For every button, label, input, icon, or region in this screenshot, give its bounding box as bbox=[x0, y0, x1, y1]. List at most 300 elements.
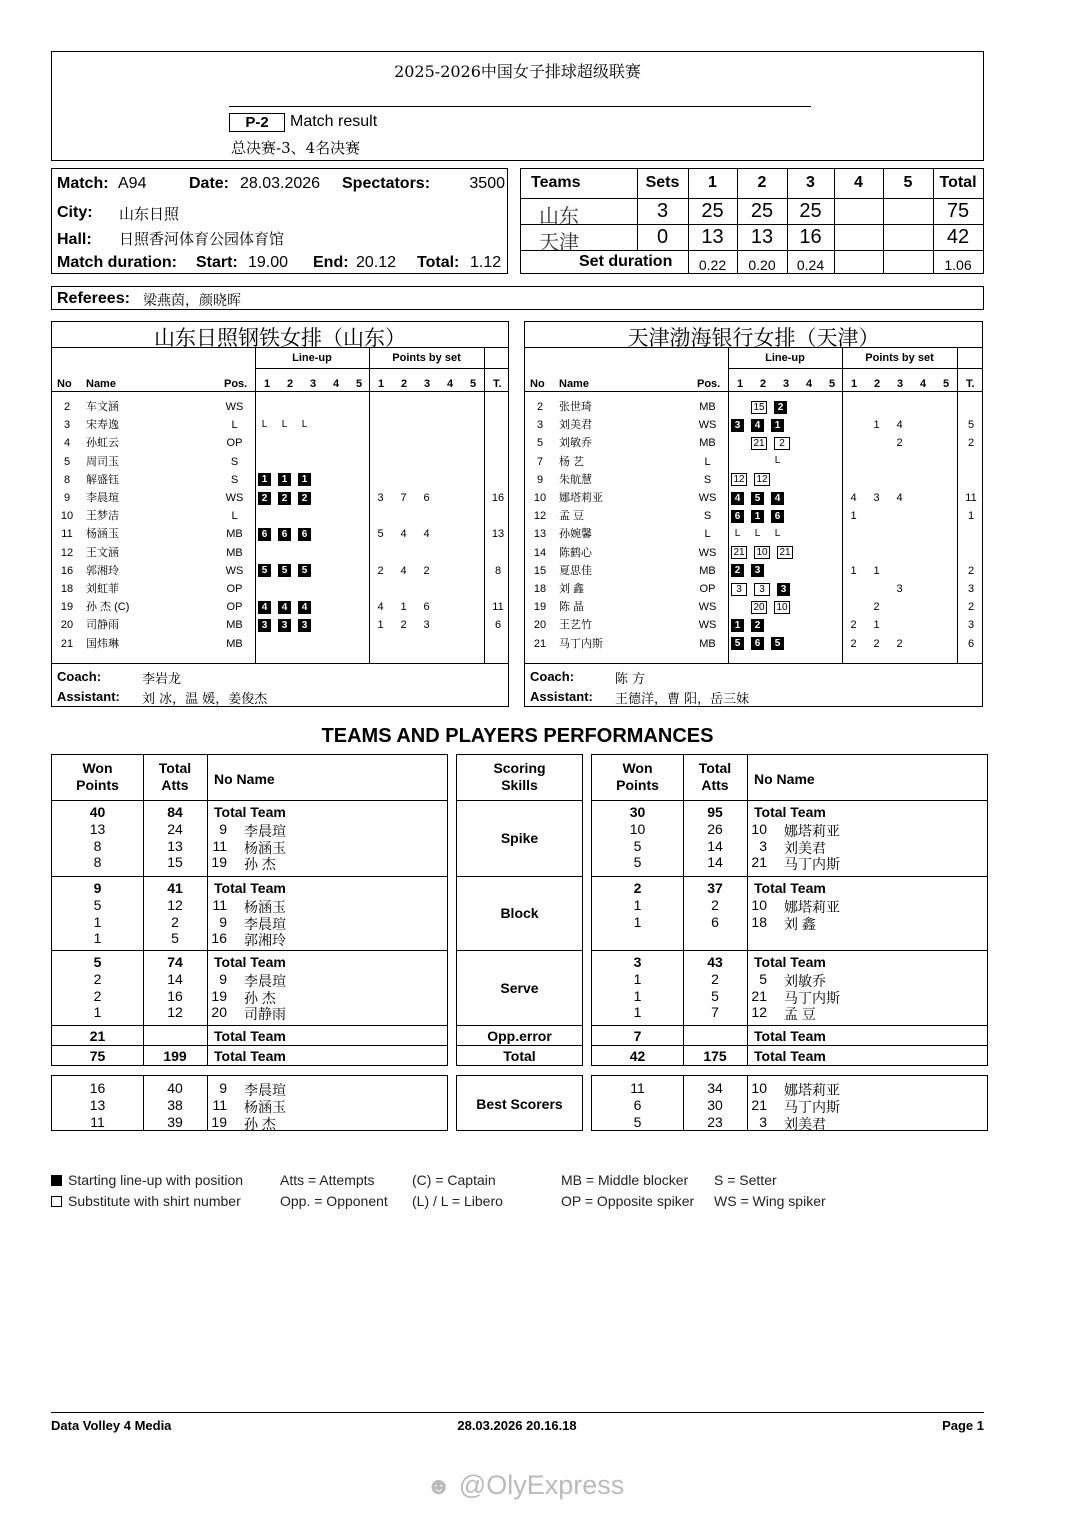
set-points bbox=[868, 453, 885, 471]
player-name: 刘虹菲 bbox=[86, 583, 119, 595]
player-number: 5 bbox=[63, 455, 71, 468]
starting-position: 4 bbox=[278, 601, 291, 614]
watermark bbox=[426, 1470, 624, 1501]
total-atts: 43 bbox=[707, 954, 723, 970]
starting-position: 5 bbox=[731, 637, 744, 650]
team-name: 山东日照钢铁女排（山东） bbox=[154, 326, 406, 350]
score-cell: 13 bbox=[750, 226, 774, 248]
player-name: 司静雨 bbox=[244, 1006, 286, 1023]
starting-position: 3 bbox=[258, 619, 271, 632]
roster-rule bbox=[525, 391, 982, 392]
substitute-number: 20 bbox=[751, 601, 767, 614]
spectators-count: 3500 bbox=[469, 175, 505, 192]
won-points: 21 bbox=[89, 1028, 106, 1044]
set-points bbox=[418, 544, 435, 562]
skill-name: Opp.error bbox=[487, 1028, 552, 1044]
player-position: MB bbox=[226, 637, 243, 650]
player-total: 1 bbox=[967, 510, 975, 523]
player-total: 5 bbox=[967, 419, 975, 432]
player-total: 2 bbox=[967, 437, 975, 450]
points-set-header: 4 bbox=[920, 378, 927, 390]
player-name: 杨涵玉 bbox=[244, 839, 286, 856]
player-name: 娜塔莉亚 bbox=[784, 1082, 840, 1098]
player-name: 国炜琳 bbox=[86, 637, 119, 650]
lineup-cells bbox=[731, 471, 777, 489]
referees-box bbox=[51, 286, 984, 310]
starting-position: 1 bbox=[751, 510, 764, 523]
substitute-number: 12 bbox=[731, 473, 747, 486]
perf-header-a bbox=[51, 754, 448, 801]
starting-position: 4 bbox=[731, 492, 744, 505]
total-atts: 26 bbox=[707, 820, 723, 837]
legend-text: Opp. = Opponent bbox=[280, 1193, 388, 1209]
won-points: 40 bbox=[89, 804, 106, 820]
player-number: 10 bbox=[751, 820, 767, 837]
set-points: 2 bbox=[873, 601, 880, 614]
roster-rule bbox=[52, 391, 508, 392]
starting-position: 5 bbox=[278, 564, 291, 577]
set-points bbox=[418, 453, 435, 471]
total-atts: 12 bbox=[167, 1004, 183, 1021]
assistant-names: 王德洋，曹 阳，岳三妹 bbox=[615, 692, 750, 707]
player-position: OP bbox=[226, 437, 243, 450]
won-points: 5 bbox=[93, 954, 102, 970]
substitute-number: 2 bbox=[774, 437, 790, 450]
won-points: 42 bbox=[629, 1048, 646, 1064]
legend-item bbox=[412, 1193, 503, 1209]
legend-text: (L) / L = Libero bbox=[412, 1193, 503, 1209]
match-label: Match: bbox=[57, 175, 109, 192]
set-points: 4 bbox=[400, 564, 407, 577]
set-points: 4 bbox=[896, 492, 903, 504]
player-name: 刘美君 bbox=[784, 839, 826, 856]
legend-item bbox=[51, 1172, 243, 1188]
libero-mark: L bbox=[774, 527, 781, 539]
substitute-number: 21 bbox=[777, 546, 793, 559]
roster-vline bbox=[728, 347, 729, 663]
player-number: 9 bbox=[219, 913, 227, 930]
starting-position: 4 bbox=[298, 601, 311, 614]
set-points bbox=[395, 416, 412, 434]
player-number: 9 bbox=[219, 970, 227, 987]
set-points: 1 bbox=[377, 619, 384, 632]
player-name: 陈 晶 bbox=[559, 601, 585, 614]
total-atts: 24 bbox=[167, 820, 183, 837]
player-position: L bbox=[231, 419, 238, 432]
total-atts: 5 bbox=[171, 930, 179, 947]
starting-position: 4 bbox=[771, 492, 784, 505]
player-position: OP bbox=[699, 583, 716, 595]
points-set-header: 3 bbox=[424, 378, 431, 390]
skill-name: Total bbox=[503, 1048, 536, 1064]
player-total: 3 bbox=[967, 583, 975, 595]
player-number: 9 bbox=[536, 473, 544, 486]
player-name: 孟 豆 bbox=[784, 1006, 816, 1023]
libero-mark: L bbox=[261, 418, 268, 430]
won-points: 5 bbox=[93, 896, 102, 913]
won-points: 1 bbox=[633, 896, 642, 913]
total-atts: 6 bbox=[711, 913, 719, 930]
player-name: 解盛钰 bbox=[86, 473, 119, 486]
total-atts: 30 bbox=[707, 1096, 723, 1113]
grand-total-b bbox=[591, 1045, 988, 1066]
player-total bbox=[959, 544, 983, 562]
lineup-set-header: 5 bbox=[829, 378, 836, 390]
set-points: 2 bbox=[896, 437, 903, 450]
total-atts: 5 bbox=[711, 987, 719, 1004]
set-points: 1 bbox=[850, 510, 857, 523]
player-number: 2 bbox=[63, 401, 71, 413]
won-points: 11 bbox=[90, 1113, 105, 1130]
player-name: 娜塔莉亚 bbox=[559, 492, 603, 504]
score-header: Teams bbox=[531, 174, 581, 191]
substitute-number: 15 bbox=[751, 401, 767, 414]
lineup-cells bbox=[258, 471, 318, 489]
player-name: 司静雨 bbox=[86, 619, 119, 632]
roster-vline bbox=[484, 347, 485, 663]
player-name: 刘美君 bbox=[784, 1115, 826, 1132]
total-atts: 7 bbox=[711, 1004, 719, 1021]
lineup-cells bbox=[731, 562, 771, 580]
substitute-number: 10 bbox=[754, 546, 770, 559]
perf-vline bbox=[143, 1026, 144, 1046]
score-box bbox=[520, 168, 984, 274]
total-atts: 34 bbox=[707, 1080, 723, 1096]
player-number: 10 bbox=[60, 510, 74, 523]
total-atts: 2 bbox=[171, 913, 179, 930]
player-position: S bbox=[703, 473, 712, 486]
player-position: WS bbox=[698, 601, 717, 614]
best-scorers-skill bbox=[456, 1075, 583, 1131]
perf-header-b bbox=[591, 754, 988, 801]
total-team-label: Total Team bbox=[214, 804, 286, 820]
no-header: No bbox=[57, 378, 72, 390]
score-cell: 16 bbox=[799, 226, 822, 248]
lineup-set-header: 4 bbox=[806, 378, 813, 390]
footer-page: Page 1 bbox=[942, 1418, 984, 1433]
player-position: S bbox=[230, 455, 239, 468]
start-time: 19.00 bbox=[248, 254, 289, 271]
doc-code: P-2 bbox=[229, 113, 285, 132]
lineup-header: Line-up bbox=[765, 352, 805, 364]
libero-mark: L bbox=[734, 527, 741, 539]
set-points: 2 bbox=[850, 637, 857, 650]
perf-serve-a bbox=[51, 950, 448, 1026]
player-number: 19 bbox=[211, 854, 227, 871]
set-duration: 0.20 bbox=[748, 257, 776, 273]
player-number: 3 bbox=[759, 837, 767, 854]
weibo-icon: ☻ bbox=[426, 1473, 452, 1500]
set-points: 2 bbox=[850, 619, 857, 632]
won-points: 1 bbox=[633, 913, 642, 930]
starter-square-icon bbox=[51, 1175, 62, 1186]
set-points bbox=[418, 416, 435, 434]
starting-position: 3 bbox=[751, 564, 764, 577]
starting-position: 3 bbox=[777, 583, 790, 596]
player-total bbox=[486, 416, 510, 434]
set-duration: 0.22 bbox=[698, 257, 727, 273]
roster-vline bbox=[369, 347, 370, 663]
player-name: 孙 杰 (C) bbox=[86, 601, 130, 614]
starting-position: 2 bbox=[751, 619, 764, 632]
substitute-number: 21 bbox=[731, 546, 747, 559]
perf-vline bbox=[747, 1026, 748, 1046]
lineup-cells bbox=[258, 562, 318, 580]
player-position: MB bbox=[226, 546, 243, 559]
lineup-cells bbox=[258, 525, 318, 543]
player-position: WS bbox=[698, 419, 717, 432]
lineup-empty bbox=[731, 401, 744, 414]
substitute-number: 10 bbox=[774, 601, 790, 614]
total-atts: 84 bbox=[167, 804, 183, 820]
legend-text: S = Setter bbox=[714, 1172, 777, 1188]
lineup-cells bbox=[731, 580, 797, 598]
score-cell: 25 bbox=[750, 200, 774, 222]
lineup-empty bbox=[751, 455, 764, 468]
roster-vline bbox=[957, 347, 958, 663]
doc-name: Match result bbox=[290, 113, 378, 130]
player-total: 11 bbox=[492, 601, 504, 614]
total-team-label: Total Team bbox=[754, 1028, 826, 1044]
player-total bbox=[486, 471, 510, 489]
player-name: 张世琦 bbox=[559, 401, 592, 413]
no-header: No bbox=[530, 378, 545, 390]
set-points bbox=[891, 544, 908, 562]
set-points bbox=[395, 434, 412, 452]
team-a-roster bbox=[51, 321, 509, 707]
atts-header: Atts bbox=[701, 777, 729, 793]
set-points: 3 bbox=[873, 492, 880, 504]
set-points bbox=[891, 562, 908, 580]
legend-item bbox=[280, 1193, 388, 1209]
perf-serve-skill bbox=[456, 950, 583, 1026]
points-set-header: 1 bbox=[851, 378, 858, 390]
lineup-set-header: 2 bbox=[287, 378, 294, 390]
won-points: 9 bbox=[93, 880, 102, 896]
total-team-label: Total Team bbox=[754, 880, 826, 896]
starting-position: 2 bbox=[774, 401, 787, 414]
player-number: 16 bbox=[211, 930, 227, 947]
player-position: MB bbox=[699, 637, 716, 650]
won-points: 2 bbox=[93, 987, 102, 1004]
score-cell: 3 bbox=[656, 200, 669, 222]
player-number: 21 bbox=[751, 987, 767, 1004]
player-position: OP bbox=[226, 583, 243, 595]
score-cell: 25 bbox=[799, 200, 822, 222]
set-points bbox=[372, 507, 389, 525]
perf-vline bbox=[207, 755, 208, 801]
set-points: 1 bbox=[873, 619, 880, 632]
perf-serve-b bbox=[591, 950, 988, 1026]
set-points: 6 bbox=[423, 492, 430, 504]
legend-item bbox=[51, 1193, 241, 1209]
won-points: 1 bbox=[633, 1004, 642, 1021]
lineup-header: Line-up bbox=[292, 352, 332, 364]
player-number: 11 bbox=[212, 1096, 227, 1113]
total-label: Total: bbox=[417, 254, 460, 271]
player-total bbox=[959, 453, 983, 471]
player-name: 马丁内斯 bbox=[784, 856, 840, 873]
player-name: 王文涵 bbox=[86, 546, 119, 559]
player-name: 王艺竹 bbox=[559, 619, 592, 632]
libero-mark: L bbox=[774, 455, 781, 467]
legend-item bbox=[714, 1172, 777, 1188]
won-header: Points bbox=[616, 777, 659, 793]
player-position: WS bbox=[698, 619, 717, 632]
total-team-label: Total Team bbox=[214, 954, 286, 970]
won-header: Points bbox=[76, 777, 119, 793]
set-points bbox=[395, 471, 412, 489]
player-position: MB bbox=[699, 401, 716, 413]
player-total bbox=[486, 544, 510, 562]
starting-position: 5 bbox=[258, 564, 271, 577]
total-atts: 2 bbox=[711, 970, 719, 987]
set-points bbox=[891, 471, 908, 489]
footer-software: Data Volley 4 Media bbox=[51, 1418, 172, 1433]
score-hline bbox=[521, 198, 983, 199]
set-points bbox=[395, 507, 412, 525]
set-points bbox=[845, 434, 862, 452]
starting-position: 1 bbox=[731, 619, 744, 632]
player-position: MB bbox=[699, 437, 716, 450]
won-points: 1 bbox=[93, 1004, 102, 1021]
score-cell: 75 bbox=[946, 200, 970, 222]
set-points bbox=[372, 434, 389, 452]
player-number: 20 bbox=[211, 1004, 227, 1021]
player-number: 5 bbox=[759, 970, 767, 987]
skill-name: Serve bbox=[500, 979, 539, 996]
set-points bbox=[845, 471, 862, 489]
won-points: 8 bbox=[93, 854, 102, 871]
set-points bbox=[868, 398, 885, 416]
set-duration: 1.06 bbox=[944, 257, 972, 273]
total-atts: 199 bbox=[163, 1048, 187, 1064]
total-duration: 1.12 bbox=[470, 254, 502, 271]
set-points bbox=[845, 525, 862, 543]
points-set-header: 5 bbox=[470, 378, 477, 390]
player-number: 14 bbox=[533, 546, 547, 559]
perf-spike-a bbox=[51, 800, 448, 877]
player-position: WS bbox=[698, 546, 717, 559]
player-number: 12 bbox=[60, 546, 74, 559]
player-number: 12 bbox=[751, 1004, 767, 1021]
player-number: 3 bbox=[63, 419, 71, 432]
starting-position: 1 bbox=[298, 473, 311, 486]
player-name: 刘美君 bbox=[559, 419, 592, 432]
starting-position: 3 bbox=[731, 419, 744, 432]
lineup-empty bbox=[731, 601, 744, 614]
player-position: L bbox=[704, 455, 711, 468]
set-points: 4 bbox=[400, 528, 407, 541]
perf-block-b bbox=[591, 876, 988, 951]
best-scorers-b bbox=[591, 1075, 988, 1131]
total-atts: 74 bbox=[167, 954, 183, 970]
lineup-empty bbox=[731, 455, 744, 468]
won-points: 16 bbox=[89, 1080, 106, 1096]
player-total bbox=[959, 525, 983, 543]
player-number: 11 bbox=[212, 837, 227, 854]
footer-timestamp: 28.03.2026 20.16.18 bbox=[457, 1418, 577, 1433]
set-points bbox=[891, 507, 908, 525]
team-b-roster bbox=[524, 321, 983, 707]
set-points: 2 bbox=[377, 564, 384, 577]
player-total bbox=[486, 398, 510, 416]
lineup-set-header: 5 bbox=[356, 378, 363, 390]
total-atts: 95 bbox=[707, 804, 723, 820]
legend-item bbox=[714, 1193, 826, 1209]
score-cell: 13 bbox=[701, 226, 724, 248]
perf-spike-b bbox=[591, 800, 988, 877]
won-points: 10 bbox=[629, 820, 646, 837]
set-points bbox=[372, 471, 389, 489]
player-number: 18 bbox=[533, 583, 547, 595]
set-points bbox=[372, 580, 389, 598]
starting-position: 5 bbox=[771, 637, 784, 650]
player-total: 6 bbox=[967, 637, 975, 650]
best-scorers-a bbox=[51, 1075, 448, 1131]
city-label: City: bbox=[57, 204, 93, 221]
set-points bbox=[418, 434, 435, 452]
won-points: 5 bbox=[633, 837, 642, 854]
points-set-header: 4 bbox=[447, 378, 454, 390]
player-number: 19 bbox=[211, 987, 227, 1004]
hall-label: Hall: bbox=[57, 231, 92, 248]
starting-position: 6 bbox=[771, 510, 784, 523]
libero-mark: L bbox=[281, 418, 288, 430]
set-points: 2 bbox=[873, 637, 880, 650]
roster-rule bbox=[255, 368, 508, 369]
pos-header: Pos. bbox=[224, 378, 248, 390]
set-points bbox=[372, 544, 389, 562]
team-short-name: 山东 bbox=[539, 204, 579, 228]
player-number: 3 bbox=[759, 1113, 767, 1130]
player-position: L bbox=[231, 510, 238, 523]
player-number: 11 bbox=[61, 528, 73, 541]
lineup-cells bbox=[731, 616, 771, 634]
won-points: 1 bbox=[93, 913, 102, 930]
player-name: 刘敏乔 bbox=[784, 972, 826, 989]
skill-header: Skills bbox=[501, 777, 538, 793]
opp-error-b bbox=[591, 1025, 988, 1046]
player-position: L bbox=[704, 528, 711, 541]
spectators-label: Spectators: bbox=[342, 175, 431, 192]
player-position: WS bbox=[225, 564, 244, 577]
total-atts: 37 bbox=[707, 880, 723, 896]
set-points: 1 bbox=[400, 601, 407, 614]
player-name: 李晨瑄 bbox=[244, 915, 286, 932]
lineup-cells bbox=[731, 489, 791, 507]
player-total bbox=[959, 471, 983, 489]
player-name: 马丁内斯 bbox=[784, 989, 840, 1006]
lineup-cells bbox=[731, 434, 797, 452]
won-header: Won bbox=[622, 760, 653, 776]
player-name: 郭湘玲 bbox=[86, 564, 119, 577]
won-points: 2 bbox=[93, 970, 102, 987]
player-total: 11 bbox=[965, 492, 977, 504]
player-number: 2 bbox=[536, 401, 544, 413]
set-points bbox=[845, 580, 862, 598]
player-position: MB bbox=[226, 528, 243, 541]
no-name-header: No Name bbox=[214, 771, 275, 787]
set-points bbox=[418, 580, 435, 598]
score-header: 5 bbox=[903, 174, 913, 191]
set-points: 2 bbox=[423, 564, 430, 577]
set-points bbox=[868, 525, 885, 543]
assistant-names: 刘 冰，温 媛，姜俊杰 bbox=[142, 692, 268, 707]
won-points: 13 bbox=[89, 820, 106, 837]
player-name: 杨涵玉 bbox=[244, 1098, 286, 1115]
city-value: 山东日照 bbox=[119, 205, 180, 223]
